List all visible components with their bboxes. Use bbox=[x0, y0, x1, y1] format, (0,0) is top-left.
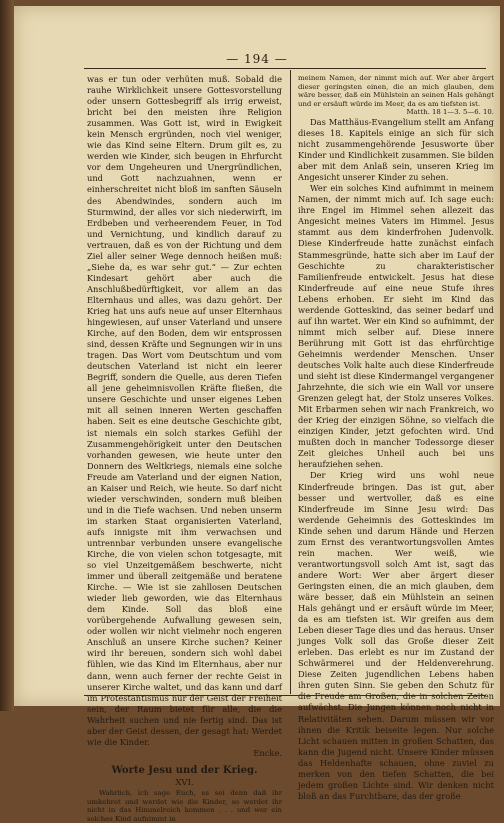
column-divider bbox=[290, 70, 291, 694]
book-page bbox=[14, 6, 500, 823]
right-paragraph-1: Das Matthäus-Evangelium stellt am Anfang dieses 18. Kapitels einige an sich für sich nicht zusammengehörende Jesusworte über Kinder und Kindlichkeit zusammen. Sie bilden aber mit dem Anlaß sein, unseren Krieg im Angesicht unserer Kinder zu sehen. bbox=[298, 116, 494, 183]
right-paragraph-3: Der Krieg wird uns wohl neue Kinderfreude bringen. Das ist gut, aber besser und wertvoller, daß es eine Kinderfreude im Sinne Jesu wird: Das werdende Geheimnis des Gotteskindes im Kinde sehen und darum Hände und Herzen zum Ernst des verantwortungsvollen Amtes rein machen. Wer weiß, wie verantwortungsvoll solch Amt ist, sagt das andere Wort: Wer aber ärgert dieser Geringsten einen, die an mich glauben, dem wäre besser, daß ein Mühlstein an seinen Hals gehängt und er ersäuft würde im Meer, da es am tiefsten ist. Wir greifen aus dem Leben dieser Tage dies und das heraus. Unser junges Volk soll das Große dieser Zeit erleben. Das erlebt es nur im Zustand der Schwärmerei und der Heldenverehrung. Diese Zeiten jugendlichen Lebens haben ihren guten Sinn. Sie geben den Schutz für die Freude am Großen, die in solchen Zeiten aufwächst. Die Jungen können noch nicht in Relativitäten sehen. Darum müssen wir vor ihnen die Kritik beiseite legen. Nur solche Licht schauen mitten in großen Schatten, das kann die Jugend nicht. Unsere Kinder müssen das Heldenhafte schauen, ohne zuviel zu merken von den tiefen Schatten, die bei jedem großen Lichte sind. Wir denken nicht bloß an das Furchtbare, das der große bbox=[298, 470, 494, 801]
scripture-quote: Wahrlich, ich sage Euch, es sei denn daß ihr umkehret und werdet wie die Kinder, so werdet ihr nicht in das Himmelreich kommen . . . und wer ein solches Kind aufnimmt in bbox=[87, 788, 282, 823]
section-number: XVI. bbox=[175, 777, 194, 788]
right-column bbox=[298, 74, 494, 802]
left-paragraph-1: was er tun oder verhüten muß. Sobald die rauhe Wirklichkeit unsere Gottesvorstellung oder unsern Gottesbegriff als irrig erweist, bricht bei den meisten ihre Religion zusammen. Was Gott ist, wird in Ewigkeit kein Mensch ergründen, noch viel weniger, wie das Kind seine Eltern. Drum gilt es, zu werden wie Kinder, sich beugen in Ehrfurcht vor dem Ungeheuren und Unergründlichen, und Gott nachzuahnen, wenn er einherschreitet nicht bloß im sanften Säuseln des Abendwindes, sondern auch im Sturmwind, der alles vor sich niederwirft, im Erdbeben und verheerendem Feuer, in Tod und Vernichtung, und kindlich darauf zu vertrauen, daß es von der Richtung und dem Ziel aller seiner Wege dennoch heißen muß: „Siehe da, es war sehr gut.“ — Zur echten Kindesart gehört aber auch die Anschlußbedürftigkeit, vor allem an das Elternhaus und alles, was dazu gehört. Der Krieg hat uns aufs neue auf unser Elternhaus hingewiesen, auf unser Vaterland und unsere Kirche, auf den Boden, dem wir entsprossen sind, dessen Kräfte und Segnungen wir in uns tragen. Das Wort vom Deutschtum und vom deutschen Vaterland ist nicht ein leerer Begriff, sondern die Quelle, aus deren Tiefen all jene geheimnisvollen Kräfte fließen, die unsere Geschichte und unser eigenes Leben mit all seinen inneren Werten geschaffen haben. Seit es eine deutsche Geschichte gibt, ist niemals ein solch starkes Gefühl der Zusammengehörigkeit unter den Deutschen vorhanden gewesen, wie heute unter den Donnern des Weltkriegs, niemals eine solche Freude am Vaterland und der eignen Nation, an Kaiser und Reich, wie heute. So darf nicht wieder verschwinden, sondern muß bleiben und in die Tiefe wachsen. Und neben unserm im starken Staat organisierten Vaterland, aufs innigste mit ihm verwachsen und untrennbar verbunden unsere evangelische Kirche, die von vielen schon totgesagte, mit so viel Unzeitgemäßem beschwerte, nicht immer und überall zeitgemäße und beratene Kirche. — Wie ist sie zahllosen Deutschen wieder lieb geworden, wie das Elternhaus dem Kinde. Soll das bloß eine vorübergehende Aufwallung gewesen sein, oder wollen wir nicht vielmehr noch engeren Anschluß an unsere Kirche suchen? Keiner wird ihr bereuen, sondern sich wohl dabei fühlen, wie das Kind im Elternhaus, aber nur dann, wenn auch ferner der rechte Geist in unserer Kirche waltet, und das kann und darf im Protestantismus nur der Geist der Freiheit sein, der Raum bietet für alle, die die Wahrheit suchen und nie fertig sind. Das ist aber der Geist dessen, der gesagt hat: Werdet wie die Kinder. bbox=[87, 74, 282, 747]
scripture-quote-continued: meinem Namen, der nimmt mich auf. Wer aber ärgert dieser geringsten einen, die an mich glauben, dem wäre besser, daß ein Mühlstein an seinen Hals gehängt und er ersäuft würde im Meer, da es am tiefsten ist. bbox=[298, 74, 494, 108]
book-binding-edge bbox=[0, 0, 14, 711]
scripture-reference: Matth. 18 1—3. 5—6. 10. bbox=[406, 108, 494, 117]
right-paragraph-2: Wer ein solches Kind aufnimmt in meinem Namen, der nimmt mich auf. Ich sage euch: ihre Engel im Himmel sehen allezeit das Angesicht meines Vaters im Himmel. Jesus stammt aus dem kinderfrohen Judenvolk. Diese Kinderfreude hatte zunächst einfach Stammesgründe, hatte sich aber im Lauf der Geschichte zu charakteristischer Familienfreude entwickelt. Jesus hat diese Kinderfreude auf eine neue Stufe ihres Lebens erhoben. Er sieht im Kind das werdende Gotteskind, das seiner bedarf und auf ihn wartet. Wer ein Kind so aufnimmt, der nimmt mich selber auf. Diese innere Berührung mit Gott ist das ehrfürchtige Geheimnis werdender Menschen. Unser deutsches Volk halte auch diese Kinderfreude und sieht ist diese Kindermangel vergangener Jahrzehnte, die sich wie ein Wall vor unsere Grenzen gelegt hat, der Stolz unseres Volkes. Mit Erbarmen sehen wir nach Frankreich, wo der Krieg der einzigen Söhne, so vielfach die einzigen Kinder, jetzt gefochten wird. Und mußten doch in mancher Todessorge dieser Zeit gleiches Unheil auch bei uns heraufziehen sehen. bbox=[298, 183, 494, 470]
footer-rule bbox=[84, 695, 486, 696]
author-signature: Encke. bbox=[253, 747, 282, 758]
page-number: — 194 — bbox=[226, 52, 288, 66]
header-rule bbox=[84, 68, 486, 69]
section-title: Worte Jesu und der Krieg. bbox=[111, 764, 258, 776]
